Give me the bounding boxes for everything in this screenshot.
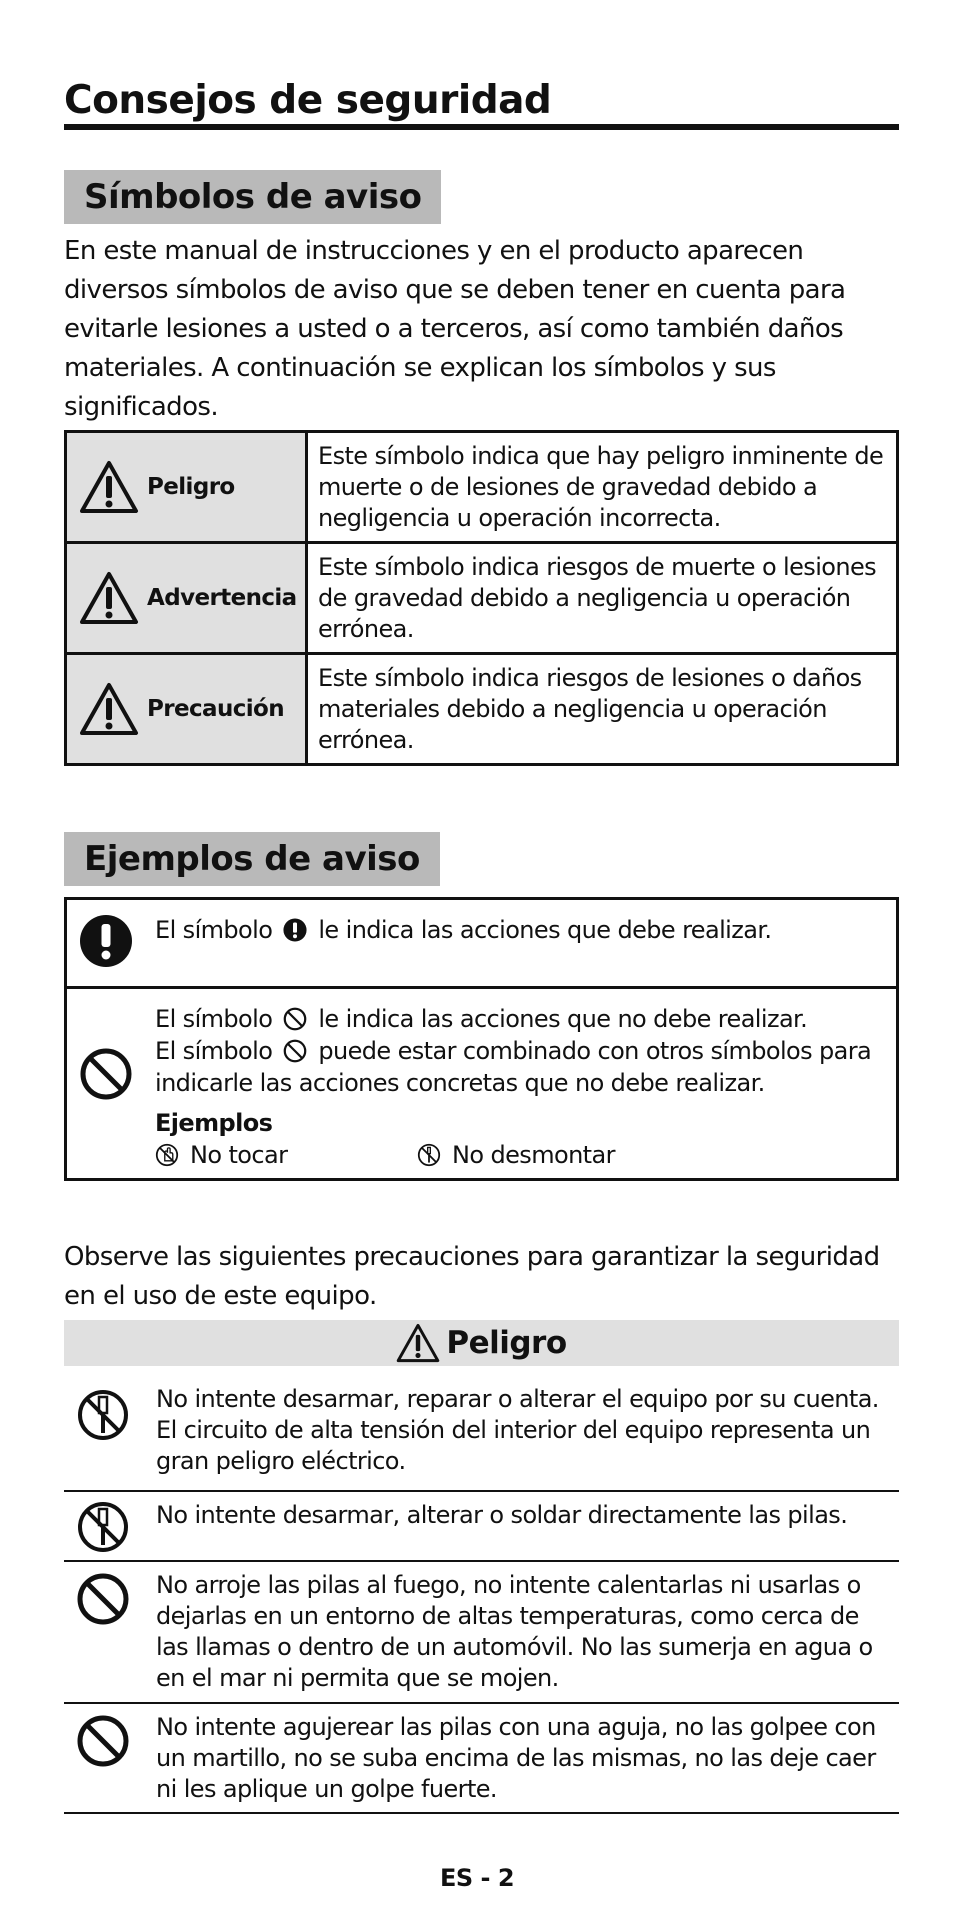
danger-item-text: No intente desarmar, reparar o alterar el equipo por su cuenta. El circuito de alta tensión del interior del equipo representa un gran peligro eléctrico.	[156, 1385, 879, 1475]
warning-triangle-icon	[79, 460, 139, 514]
symbol-label: Peligro	[147, 474, 235, 500]
mandatory-example	[67, 900, 896, 988]
danger-item-text: No arroje las pilas al fuego, no intente calentarlas ni usarlas o dejarlas en un entorno de altas temperaturas, como cerca de las llamas o dentro de un automóvil. No las sumerja en agua o en el mar ni permita que se mojen.	[156, 1571, 873, 1692]
prohibited-line2-post: puede estar combinado con otros símbolos para indicarle las acciones concretas que no debe realizar.	[155, 1037, 872, 1097]
prohibited-line1-pre: El símbolo	[155, 1005, 273, 1033]
exclamation-circle-icon	[79, 914, 133, 968]
mandatory-text-pre: El símbolo	[155, 916, 273, 944]
warning-symbols-table	[64, 430, 899, 766]
item-divider	[64, 1490, 899, 1492]
no-touch-icon	[155, 1143, 179, 1167]
symbol-description: Este símbolo indica riesgos de muerte o lesiones de gravedad debido a negligencia u operación errónea.	[307, 543, 898, 654]
danger-item	[64, 1500, 899, 1560]
danger-item-text: No intente desarmar, alterar o soldar directamente las pilas.	[156, 1501, 848, 1529]
mandatory-text-post: le indica las acciones que debe realizar.	[318, 916, 772, 944]
prohibition-icon	[76, 1714, 130, 1768]
title-underline	[64, 124, 899, 130]
no-disassemble-icon	[76, 1500, 130, 1554]
warning-triangle-icon	[79, 571, 139, 625]
symbol-row-precaucion	[66, 654, 898, 765]
prohibition-icon	[79, 1047, 133, 1101]
symbol-description: Este símbolo indica riesgos de lesiones o daños materiales debido a negligencia u operación errónea.	[307, 654, 898, 765]
danger-item	[64, 1712, 899, 1812]
observe-paragraph: Observe las siguientes precauciones para garantizar la seguridad en el uso de este equipo.	[64, 1242, 880, 1311]
intro-paragraph: En este manual de instrucciones y en el producto aparecen diversos símbolos de aviso que se deben tener en cuenta para evitarle lesiones a usted o a terceros, así como también daños materiales. A continuación se explican los símbolos y sus significados.	[64, 236, 846, 422]
warning-examples-box	[64, 897, 899, 1181]
section-heading-warning-symbols: Símbolos de aviso	[64, 170, 441, 224]
danger-item-text: No intente agujerear las pilas con una aguja, no las golpee con un martillo, no se suba encima de las mismas, no las deje caer ni les aplique un golpe fuerte.	[156, 1713, 876, 1803]
example-no-touch: No tocar	[190, 1141, 288, 1169]
danger-heading: Peligro	[446, 1325, 567, 1361]
prohibition-icon	[76, 1572, 130, 1626]
prohibition-icon	[283, 1039, 307, 1063]
symbol-row-peligro	[66, 432, 898, 543]
item-divider	[64, 1560, 899, 1562]
page-title: Consejos de seguridad	[64, 78, 552, 123]
prohibited-example	[67, 989, 896, 1179]
symbol-description: Este símbolo indica que hay peligro inminente de muerte o de lesiones de gravedad debido a negligencia u operación incorrecta.	[307, 432, 898, 543]
symbol-label: Precaución	[147, 696, 285, 722]
prohibited-line1-post: le indica las acciones que no debe realizar.	[318, 1005, 808, 1033]
symbol-label: Advertencia	[147, 585, 297, 611]
examples-label: Ejemplos	[155, 1109, 273, 1137]
no-disassemble-icon	[76, 1388, 130, 1442]
prohibition-icon	[283, 1007, 307, 1031]
symbol-row-advertencia	[66, 543, 898, 654]
section-heading-warning-examples: Ejemplos de aviso	[64, 832, 440, 886]
warning-triangle-icon	[396, 1323, 440, 1363]
item-divider	[64, 1702, 899, 1704]
no-disassemble-icon	[417, 1143, 441, 1167]
danger-heading-band	[64, 1320, 899, 1366]
warning-triangle-icon	[79, 682, 139, 736]
item-divider	[64, 1812, 899, 1814]
prohibited-line2-pre: El símbolo	[155, 1037, 273, 1065]
exclamation-circle-icon	[283, 918, 307, 942]
danger-item	[64, 1570, 899, 1700]
example-no-disassemble: No desmontar	[452, 1141, 615, 1169]
page-number: ES - 2	[439, 1864, 515, 1892]
danger-item	[64, 1384, 899, 1488]
